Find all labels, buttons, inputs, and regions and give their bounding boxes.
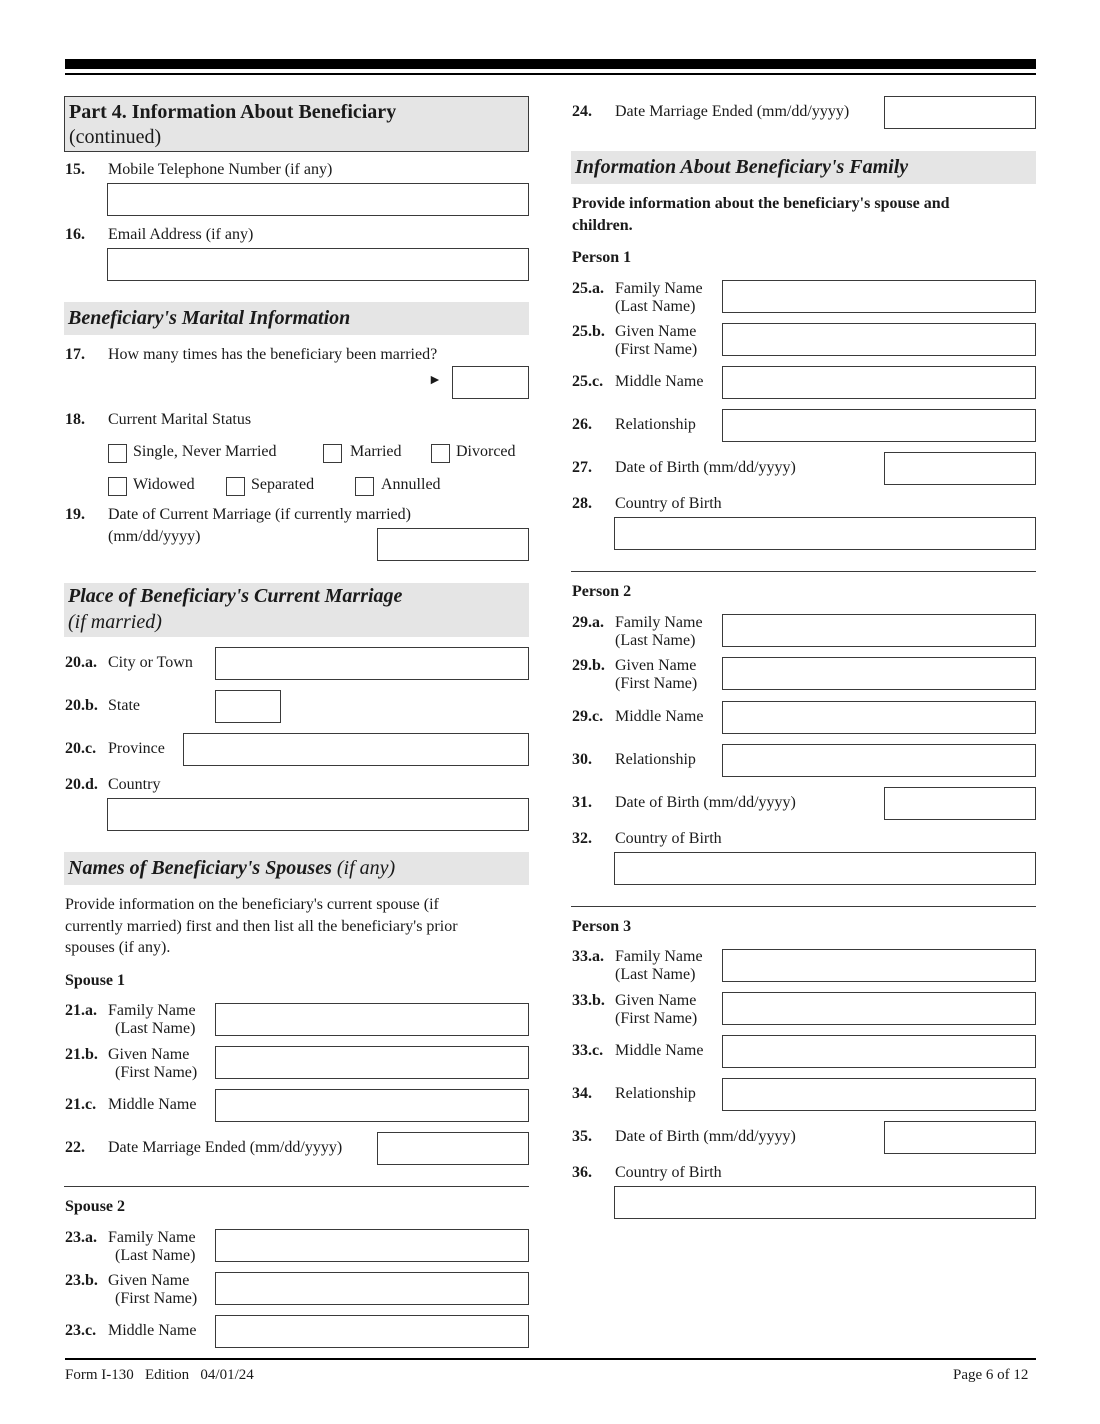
q18-label: Current Marital Status [108, 411, 252, 428]
q33c-label: Middle Name [615, 1042, 704, 1059]
person3-country-of-birth-field[interactable] [614, 1186, 1036, 1219]
q29a-sublabel: (Last Name) [615, 632, 696, 649]
q29c-number: 29.c. [572, 708, 604, 725]
person2-given-name-field[interactable] [722, 657, 1036, 690]
arrow-icon: ► [428, 373, 442, 388]
person3-relationship-field[interactable] [722, 1078, 1036, 1111]
option-married-label: Married [350, 443, 402, 460]
q20b-label: State [108, 697, 140, 714]
person1-middle-name-field[interactable] [722, 366, 1036, 399]
person3-dob-field[interactable] [884, 1121, 1036, 1154]
q21c-label: Middle Name [108, 1096, 197, 1113]
q29b-number: 29.b. [572, 657, 605, 674]
q26-number: 26. [572, 416, 592, 433]
footer-rule [65, 1358, 1036, 1360]
spouse2-family-name-field[interactable] [215, 1229, 529, 1262]
q23c-number: 23.c. [65, 1322, 97, 1339]
person2-country-of-birth-field[interactable] [614, 852, 1036, 885]
option-separated-label: Separated [251, 476, 315, 493]
footer-form-edition: Form I-130 Edition 04/01/24 [65, 1367, 254, 1383]
checkbox-separated[interactable] [226, 477, 245, 496]
q29b-label: Given Name [615, 657, 697, 674]
q31-number: 31. [572, 794, 592, 811]
q18-number: 18. [65, 411, 85, 428]
q23a-number: 23.a. [65, 1229, 97, 1246]
q20b-number: 20.b. [65, 697, 98, 714]
person1-given-name-field[interactable] [722, 323, 1036, 356]
q21a-label: Family Name [108, 1002, 196, 1019]
q19-format: (mm/dd/yyyy) [108, 528, 201, 545]
q30-number: 30. [572, 751, 592, 768]
spouses-section-title [68, 856, 395, 880]
option-divorced-label: Divorced [456, 443, 516, 460]
q25c-number: 25.c. [572, 373, 604, 390]
person1-country-of-birth-field[interactable] [614, 517, 1036, 550]
q24-number: 24. [572, 103, 592, 120]
q21b-number: 21.b. [65, 1046, 98, 1063]
q25b-sublabel: (First Name) [615, 341, 698, 358]
person1-relationship-field[interactable] [722, 409, 1036, 442]
person1-divider [571, 571, 1036, 572]
q20d-label: Country [108, 776, 161, 793]
spouses-title-text: Names of Beneficiary's Spouses [68, 857, 332, 879]
q23b-label: Given Name [108, 1272, 190, 1289]
q33b-label: Given Name [615, 992, 697, 1009]
q22-number: 22. [65, 1139, 85, 1156]
q20a-number: 20.a. [65, 654, 97, 671]
top-thin-rule [65, 73, 1036, 75]
spouse2-middle-name-field[interactable] [215, 1315, 529, 1348]
q23b-sublabel: (First Name) [115, 1290, 198, 1307]
q17-label: How many times has the beneficiary been married? [108, 346, 438, 363]
spouses-section-header [64, 852, 529, 885]
option-single-label: Single, Never Married [133, 443, 277, 460]
q16-label: Email Address (if any) [108, 226, 254, 243]
q21b-label: Given Name [108, 1046, 190, 1063]
q26-label: Relationship [615, 416, 696, 433]
q20c-label: Province [108, 740, 165, 757]
marital-section-title: Beneficiary's Marital Information [68, 307, 351, 329]
q19-label: Date of Current Marriage (if currently married) [108, 506, 411, 523]
q23c-label: Middle Name [108, 1322, 197, 1339]
q33b-number: 33.b. [572, 992, 605, 1009]
spouse1-title: Spouse 1 [65, 972, 126, 989]
q33b-sublabel: (First Name) [615, 1010, 698, 1027]
city-town-field[interactable] [215, 647, 529, 680]
footer-page-number: Page 6 of 12 [953, 1367, 1029, 1383]
email-field[interactable] [107, 248, 529, 281]
person2-dob-field[interactable] [884, 787, 1036, 820]
person3-title: Person 3 [572, 918, 632, 935]
family-instructions-line1: Provide information about the beneficiary's spouse and [572, 195, 950, 212]
spouse2-title: Spouse 2 [65, 1198, 126, 1215]
person1-family-name-field[interactable] [722, 280, 1036, 313]
family-section-title: Information About Beneficiary's Family [575, 156, 909, 178]
checkbox-widowed[interactable] [108, 477, 127, 496]
person1-dob-field[interactable] [884, 452, 1036, 485]
place-section-header [64, 583, 529, 637]
q20d-number: 20.d. [65, 776, 98, 793]
part-subtitle: (continued) [69, 126, 162, 148]
top-thick-rule [65, 59, 1036, 69]
q25a-number: 25.a. [572, 280, 604, 297]
times-married-field[interactable] [452, 366, 529, 399]
q21b-sublabel: (First Name) [115, 1064, 198, 1081]
province-field[interactable] [183, 733, 529, 766]
checkbox-single[interactable] [108, 444, 127, 463]
spouses-title-suffix: (if any) [336, 857, 396, 879]
family-instructions-line2: children. [572, 217, 633, 234]
person3-family-name-field[interactable] [722, 949, 1036, 982]
q25c-label: Middle Name [615, 373, 704, 390]
place-section-subtitle: (if married) [68, 611, 162, 633]
q29a-label: Family Name [615, 614, 703, 631]
q23a-label: Family Name [108, 1229, 196, 1246]
marital-section-header [64, 302, 529, 335]
country-field[interactable] [107, 798, 529, 831]
person2-family-name-field[interactable] [722, 614, 1036, 647]
place-section-title: Place of Beneficiary's Current Marriage [68, 585, 403, 607]
q25b-number: 25.b. [572, 323, 605, 340]
q36-number: 36. [572, 1164, 592, 1181]
current-marriage-date-field[interactable] [377, 528, 529, 561]
q28-label: Country of Birth [615, 495, 722, 512]
person2-title: Person 2 [572, 583, 632, 600]
q17-number: 17. [65, 346, 85, 363]
q25b-label: Given Name [615, 323, 697, 340]
q16-number: 16. [65, 226, 85, 243]
q33c-number: 33.c. [572, 1042, 604, 1059]
q36-label: Country of Birth [615, 1164, 722, 1181]
spouse2-given-name-field[interactable] [215, 1272, 529, 1305]
spouse1-given-name-field[interactable] [215, 1046, 529, 1079]
checkbox-divorced[interactable] [431, 444, 450, 463]
q25a-sublabel: (Last Name) [615, 298, 696, 315]
spouse1-middle-name-field[interactable] [215, 1089, 529, 1122]
checkbox-annulled[interactable] [355, 477, 374, 496]
family-section-header [571, 151, 1036, 184]
state-field[interactable] [215, 690, 281, 723]
spouse1-family-name-field[interactable] [215, 1003, 529, 1036]
q30-label: Relationship [615, 751, 696, 768]
q21a-sublabel: (Last Name) [115, 1020, 196, 1037]
spouse-divider [64, 1186, 529, 1187]
q29b-sublabel: (First Name) [615, 675, 698, 692]
q31-label: Date of Birth (mm/dd/yyyy) [615, 794, 796, 811]
q29a-number: 29.a. [572, 614, 604, 631]
q34-number: 34. [572, 1085, 592, 1102]
q23a-sublabel: (Last Name) [115, 1247, 196, 1264]
person2-middle-name-field[interactable] [722, 701, 1036, 734]
q15-label: Mobile Telephone Number (if any) [108, 161, 333, 178]
option-widowed-label: Widowed [133, 476, 195, 493]
person1-title: Person 1 [572, 249, 632, 266]
part-title: Part 4. Information About Beneficiary [69, 101, 397, 123]
part-header [64, 96, 529, 152]
q33a-label: Family Name [615, 948, 703, 965]
q28-number: 28. [572, 495, 592, 512]
option-annulled-label: Annulled [381, 476, 441, 493]
q29c-label: Middle Name [615, 708, 704, 725]
q24-label: Date Marriage Ended (mm/dd/yyyy) [615, 103, 850, 120]
spouses-instructions-line3: spouses (if any). [65, 939, 171, 956]
spouses-instructions-line1: Provide information on the beneficiary's current spouse (if [65, 896, 439, 913]
q23b-number: 23.b. [65, 1272, 98, 1289]
q21a-number: 21.a. [65, 1002, 97, 1019]
q33a-sublabel: (Last Name) [615, 966, 696, 983]
person3-middle-name-field[interactable] [722, 1035, 1036, 1068]
spouses-instructions-line2: currently married) first and then list all the beneficiary's prior [65, 918, 458, 935]
q21c-number: 21.c. [65, 1096, 97, 1113]
person3-given-name-field[interactable] [722, 992, 1036, 1025]
checkbox-married[interactable] [323, 444, 342, 463]
q27-number: 27. [572, 459, 592, 476]
person2-divider [571, 906, 1036, 907]
q35-number: 35. [572, 1128, 592, 1145]
q32-number: 32. [572, 830, 592, 847]
q33a-number: 33.a. [572, 948, 604, 965]
q35-label: Date of Birth (mm/dd/yyyy) [615, 1128, 796, 1145]
spouse1-date-ended-field[interactable] [377, 1132, 529, 1165]
q25a-label: Family Name [615, 280, 703, 297]
q19-number: 19. [65, 506, 85, 523]
mobile-phone-field[interactable] [107, 183, 529, 216]
q32-label: Country of Birth [615, 830, 722, 847]
spouse2-date-ended-field[interactable] [884, 96, 1036, 129]
q22-label: Date Marriage Ended (mm/dd/yyyy) [108, 1139, 343, 1156]
q20c-number: 20.c. [65, 740, 97, 757]
q34-label: Relationship [615, 1085, 696, 1102]
q15-number: 15. [65, 161, 85, 178]
person2-relationship-field[interactable] [722, 744, 1036, 777]
q27-label: Date of Birth (mm/dd/yyyy) [615, 459, 796, 476]
q20a-label: City or Town [108, 654, 193, 671]
